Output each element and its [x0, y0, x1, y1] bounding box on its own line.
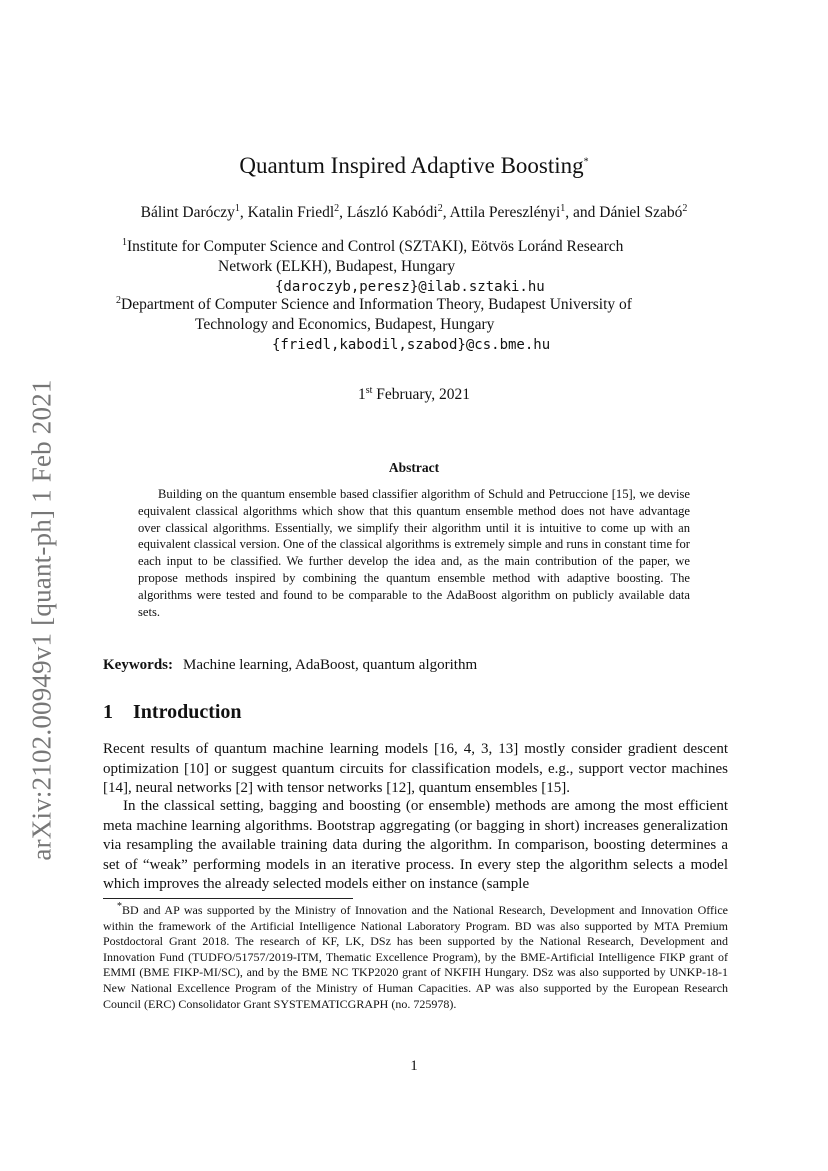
author-separator: , — [239, 204, 248, 221]
author: Attila Pereszlényi — [449, 204, 561, 221]
affiliation-2-line-1 — [116, 296, 632, 314]
author: Bálint Daróczy — [140, 204, 235, 221]
date-rest: February, 2021 — [372, 386, 470, 403]
affiliation-2-email[interactable]: {friedl,kabodil,szabod}@cs.bme.hu — [272, 337, 551, 353]
footnote-mark: * — [117, 901, 122, 912]
footnote-rule — [103, 898, 353, 899]
affiliation-1-line-2: Network (ELKH), Budapest, Hungary — [218, 258, 456, 275]
keywords-label: Keywords: — [103, 657, 173, 673]
author-affiliation-mark: 2 — [682, 202, 688, 214]
section-number: 1 — [103, 701, 113, 723]
author-affiliation-mark: 1 — [234, 202, 240, 214]
affiliation-2-line-2: Technology and Economics, Budapest, Hungary — [195, 316, 495, 333]
arxiv-identifier: arXiv:2102.00949v1 [quant-ph] 1 Feb 2021 — [26, 379, 57, 861]
paper-title — [0, 153, 828, 179]
section-heading-introduction — [103, 701, 242, 724]
footnote — [103, 903, 728, 1012]
author: Katalin Friedl — [247, 204, 335, 221]
author-separator: , — [442, 204, 450, 221]
affiliation-2-text: Department of Computer Science and Information Theory, Budapest University of — [121, 296, 632, 313]
abstract-heading: Abstract — [388, 460, 440, 475]
title-footnote-mark: * — [583, 156, 589, 168]
footnote-text: BD and AP was supported by the Ministry of Innovation and the National Research, Development and Innovation Office within the framework of the Artificial Intelligence National Laboratory Program. BD was also supported by MTA Premium Postdoctoral Grant 2018. The research of KF, LK, DSz has been supported by the National Research, Development and Innovation Fund (TUDFO/51757/2019-ITM, Thematic Excellence Program), by the BME-Artificial Intelligence FIKP grant of EMMI (BME FIKP-MI/SC), and by the BME NC TKP2020 grant of NKFIH Hungary. DSz was also supported by UNKP-18-1 New National Excellence Program of the Ministry of Human Capacities. AP was also supported by the European Research Council (ERC) Consolidator Grant SYSTEMATICGRAPH (no. 725978). — [103, 903, 728, 1011]
date-suffix: st — [365, 384, 373, 396]
author-affiliation-mark: 2 — [437, 202, 443, 214]
keywords-list: Machine learning, AdaBoost, quantum algorithm — [183, 657, 478, 673]
affiliation-1-email[interactable]: {daroczyb,peresz}@ilab.sztaki.hu — [275, 279, 545, 295]
body-paragraph: Recent results of quantum machine learning models [16, 4, 3, 13] mostly consider gradient descent optimization [10] or suggest quantum circuits for classification models, e.g., support vector machines [14], neural networks [2] with tensor networks [12], quantum ensembles [15]. — [103, 741, 728, 797]
page-number: 1 — [410, 1058, 418, 1074]
author-separator: , — [339, 204, 347, 221]
affiliation-2-mark: 2 — [116, 294, 121, 306]
author-separator: , and — [565, 204, 600, 221]
title-text: Quantum Inspired Adaptive Boosting — [239, 153, 584, 178]
abstract-body: Building on the quantum ensemble based classifier algorithm of Schuld and Petruccione [15], we devise equivalent classical algorithms which show that this quantum ensemble method does not have advantage over classical algorithms. Essentially, we simplify their algorithm until it is intuitive to come up with an equivalent classical version. One of the classical algorithms is extremely simple and runs in constant time for each input to be classified. We further develop the idea and, as the main contribution of the paper, we propose methods inspired by combining the quantum ensemble method with adaptive boosting. The algorithms were tested and found to be comparable to the AdaBoost algorithm on publicly available data sets. — [138, 487, 690, 619]
author-list — [0, 204, 828, 222]
affiliation-1-text: Institute for Computer Science and Control (SZTAKI), Eötvös Loránd Research — [127, 238, 624, 255]
date-day: 1 — [358, 386, 366, 403]
author: László Kabódi — [346, 204, 438, 221]
publication-date — [0, 386, 828, 404]
affiliation-1-line-1 — [122, 238, 623, 256]
author-affiliation-mark: 1 — [560, 202, 566, 214]
affiliation-1-mark: 1 — [122, 236, 127, 248]
body-paragraph: In the classical setting, bagging and boosting (or ensemble) methods are among the most efficient meta machine learning algorithms. Bootstrap aggregating (or bagging in short) increases generalization via resampling the available training data during the algorithm. In comparison, boosting determines a set of “weak” performing models in an iterative process. In every step the algorithm selects a model which improves the already selected models either on instance (sample — [103, 798, 728, 893]
keywords-line — [103, 657, 477, 674]
author-affiliation-mark: 2 — [334, 202, 340, 214]
section-title: Introduction — [133, 701, 242, 723]
author: Dániel Szabó — [599, 204, 683, 221]
